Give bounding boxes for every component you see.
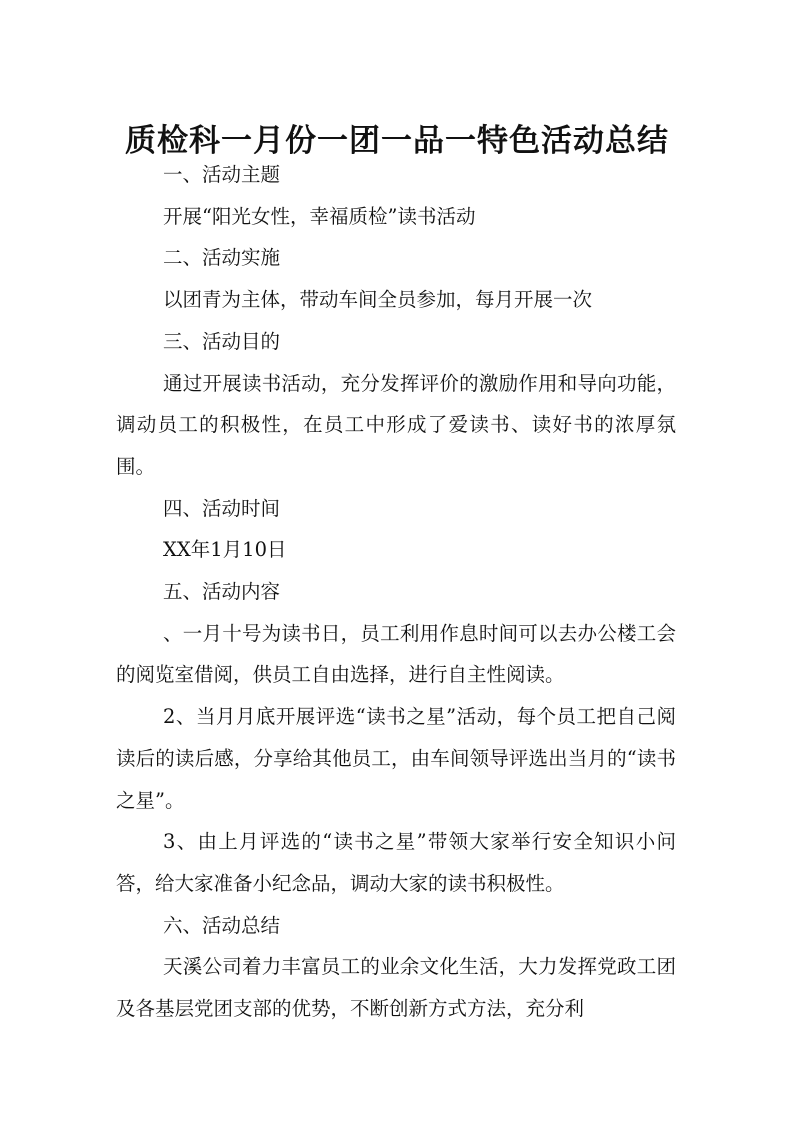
document-body — [116, 154, 676, 1030]
heading-activity-time: 四、活动时间 — [163, 496, 281, 520]
heading-activity-content: 五、活动内容 — [163, 580, 281, 604]
heading-activity-theme: 一、活动主题 — [163, 163, 281, 186]
heading-activity-implementation: 二、活动实施 — [163, 246, 281, 270]
paragraph-time-content: XX年1月10日 — [163, 538, 287, 562]
paragraph-content-item-2: 2、当月月底开展评选“读书之星”活动，每个员工把自己阅读后的读后感，分享给其他员工，由车间领导评选出当月的“读书之星”。 — [116, 705, 676, 812]
paragraph-implementation-content: 以团青为主体，带动车间全员参加，每月开展一次 — [163, 288, 593, 312]
heading-activity-summary: 六、活动总结 — [163, 913, 281, 937]
paragraph-content-item-1: 、一月十号为读书日，员工利用作息时间可以去办公楼工会的阅览室借阅，供员工自由选择，进行自主性阅读。 — [116, 621, 676, 687]
document-title: 质检科一月份一团一品一特色活动总结 — [125, 122, 669, 159]
paragraph-theme-content: 开展“阳光女性，幸福质检”读书活动 — [163, 204, 476, 228]
paragraph-content-item-3: 3、由上月评选的“读书之星”带领大家举行安全知识小问答，给大家准备小纪念品，调动大家的读书积极性。 — [116, 830, 676, 895]
paragraph-purpose-content: 通过开展读书活动，充分发挥评价的激励作用和导向功能，调动员工的积极性，在员工中形成了爱读书、读好书的浓厚氛围。 — [116, 371, 676, 478]
heading-activity-purpose: 三、活动目的 — [163, 329, 281, 353]
paragraph-summary-content: 天溪公司着力丰富员工的业余文化生活，大力发挥党政工团及各基层党团支部的优势，不断创新方式方法，充分利 — [116, 955, 676, 1021]
